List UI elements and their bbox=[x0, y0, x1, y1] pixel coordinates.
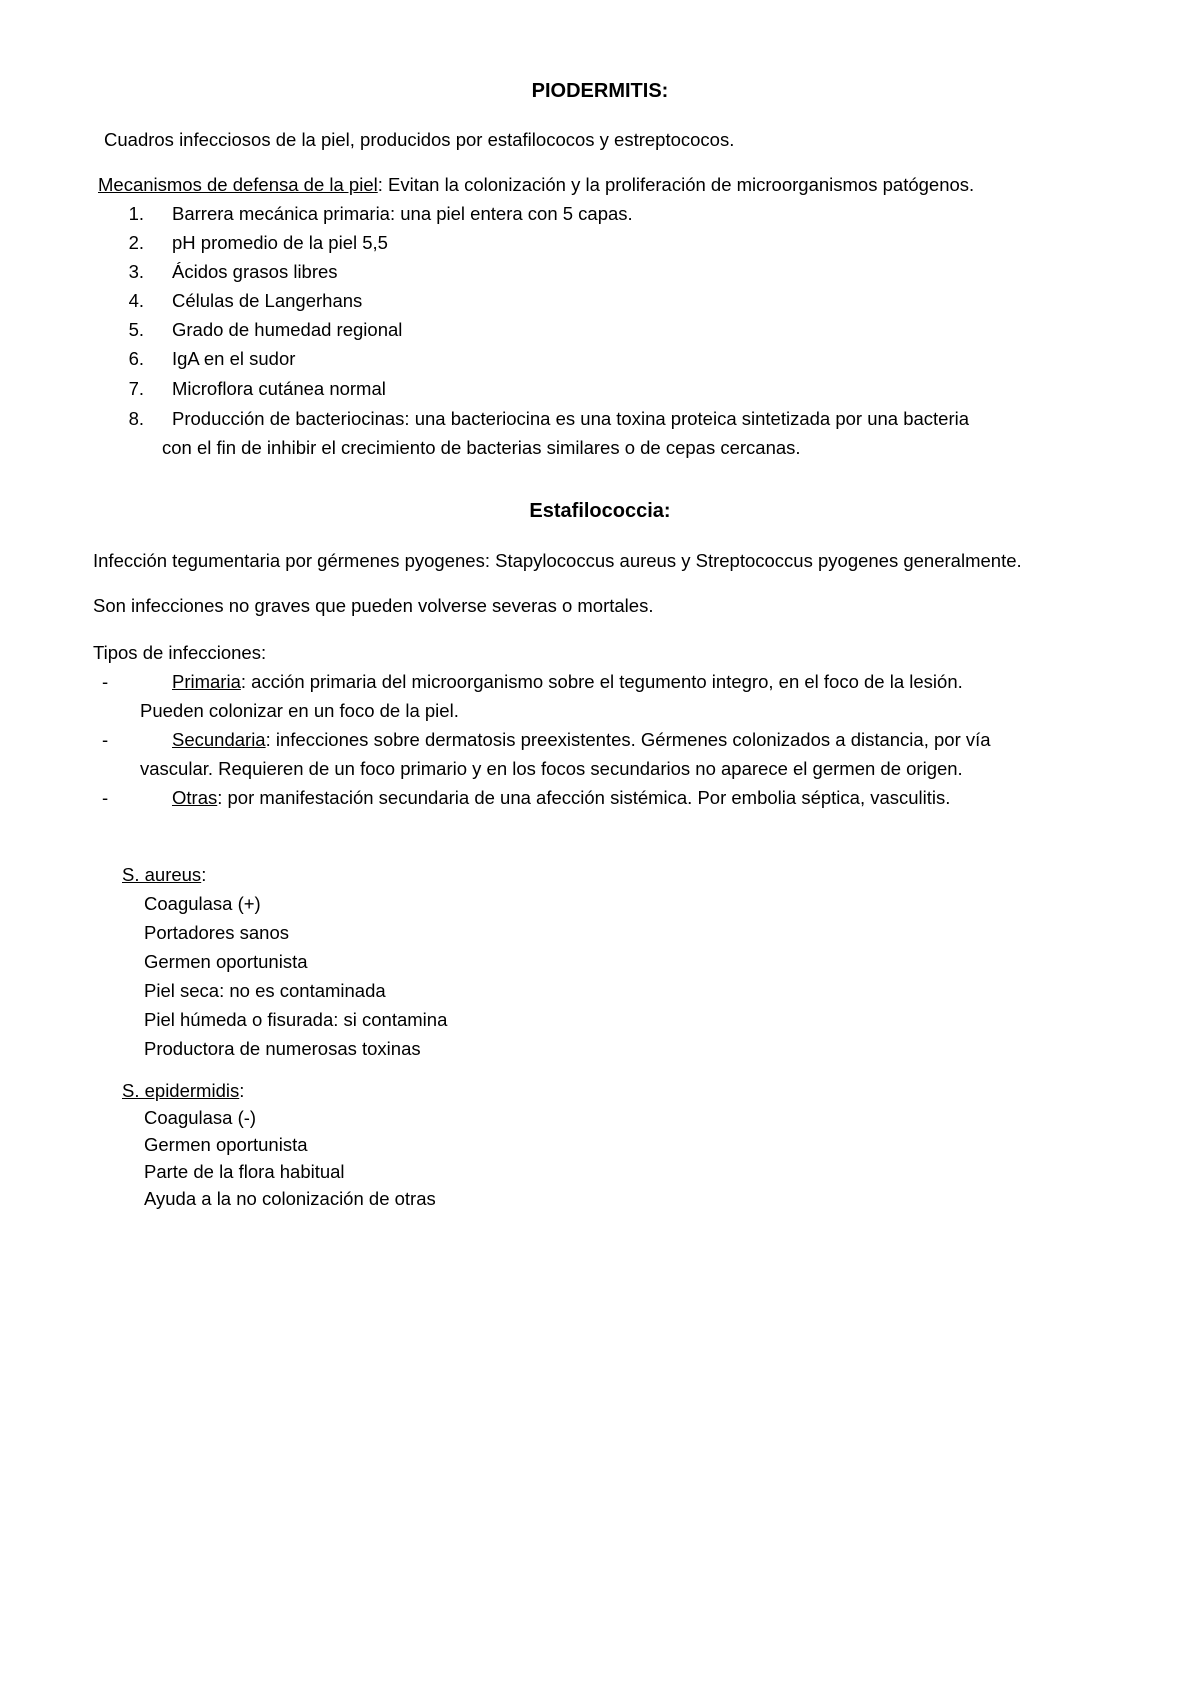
paragraph: Infección tegumentaria por gérmenes pyogenes: Stapylococcus aureus y Streptococcus pyogenes generalmente. bbox=[93, 550, 1022, 571]
list-number: 8. bbox=[128, 408, 144, 429]
list-number: 4. bbox=[128, 290, 144, 311]
list-text: pH promedio de la piel 5,5 bbox=[172, 232, 388, 253]
list-item: Portadores sanos bbox=[144, 922, 290, 943]
list-text: Células de Langerhans bbox=[172, 290, 363, 311]
type-description: : por manifestación secundaria de una afección sistémica. Por embolia séptica, vasculitis. bbox=[217, 787, 951, 808]
intro-text: Cuadros infecciosos de la piel, producidos por estafilococos y estreptococos. bbox=[104, 129, 735, 150]
list-item: Coagulasa (+) bbox=[144, 893, 261, 914]
aureus-heading-line bbox=[122, 864, 206, 886]
list-number: 6. bbox=[128, 348, 144, 369]
list-number: 2. bbox=[128, 232, 144, 253]
list-number: 3. bbox=[128, 261, 144, 282]
epidermidis-colon: : bbox=[239, 1080, 245, 1101]
list-text-continuation: Pueden colonizar en un foco de la piel. bbox=[140, 700, 459, 721]
type-description: : acción primaria del microorganismo sobre el tegumento integro, en el foco de la lesión. bbox=[240, 671, 963, 692]
list-item: Coagulasa (-) bbox=[144, 1107, 257, 1128]
mechanisms-heading-line bbox=[98, 174, 974, 196]
type-label: Otras bbox=[172, 787, 218, 808]
list-text bbox=[172, 671, 963, 693]
mechanisms-heading: Mecanismos de defensa de la piel bbox=[98, 174, 378, 195]
types-heading: Tipos de infecciones: bbox=[93, 642, 267, 663]
type-description: : infecciones sobre dermatosis preexistentes. Gérmenes colonizados a distancia, por vía bbox=[265, 729, 991, 750]
section-title: Estafilococcia: bbox=[529, 500, 671, 522]
list-text bbox=[172, 787, 950, 809]
epidermidis-heading-line bbox=[122, 1080, 244, 1102]
list-item: Piel húmeda o fisurada: si contamina bbox=[144, 1009, 448, 1030]
bullet: - bbox=[102, 787, 109, 808]
page-title: PIODERMITIS: bbox=[531, 80, 669, 102]
list-number: 1. bbox=[128, 203, 144, 224]
epidermidis-heading: S. epidermidis bbox=[122, 1080, 240, 1101]
list-number: 5. bbox=[128, 319, 144, 340]
list-item: Piel seca: no es contaminada bbox=[144, 980, 386, 1001]
list-text: Barrera mecánica primaria: una piel entera con 5 capas. bbox=[172, 203, 633, 224]
list-item: Productora de numerosas toxinas bbox=[144, 1038, 421, 1059]
list-text: Grado de humedad regional bbox=[172, 319, 403, 340]
type-label: Secundaria bbox=[172, 729, 266, 750]
paragraph: Son infecciones no graves que pueden volverse severas o mortales. bbox=[93, 595, 654, 616]
list-item: Germen oportunista bbox=[144, 951, 308, 972]
aureus-heading: S. aureus bbox=[122, 864, 202, 885]
list-item: Ayuda a la no colonización de otras bbox=[144, 1188, 436, 1209]
list-item: Parte de la flora habitual bbox=[144, 1161, 345, 1182]
list-text: Ácidos grasos libres bbox=[172, 261, 338, 282]
list-text: IgA en el sudor bbox=[172, 348, 296, 369]
list-text: Producción de bacteriocinas: una bacteriocina es una toxina proteica sintetizada por una bacteria bbox=[172, 408, 970, 429]
type-label: Primaria bbox=[172, 671, 241, 692]
list-number: 7. bbox=[128, 378, 144, 399]
list-text-continuation: con el fin de inhibir el crecimiento de bacterias similares o de cepas cercanas. bbox=[162, 437, 801, 458]
bullet: - bbox=[102, 671, 109, 692]
list-item: Germen oportunista bbox=[144, 1134, 308, 1155]
list-text bbox=[172, 729, 991, 751]
bullet: - bbox=[102, 729, 109, 750]
list-text: Microflora cutánea normal bbox=[172, 378, 386, 399]
aureus-colon: : bbox=[201, 864, 207, 885]
list-text-continuation: vascular. Requieren de un foco primario y en los focos secundarios no aparece el germen de origen. bbox=[140, 758, 963, 779]
mechanisms-description: Evitan la colonización y la proliferación de microorganismos patógenos. bbox=[382, 174, 975, 195]
mechanisms-colon: : bbox=[377, 174, 383, 195]
